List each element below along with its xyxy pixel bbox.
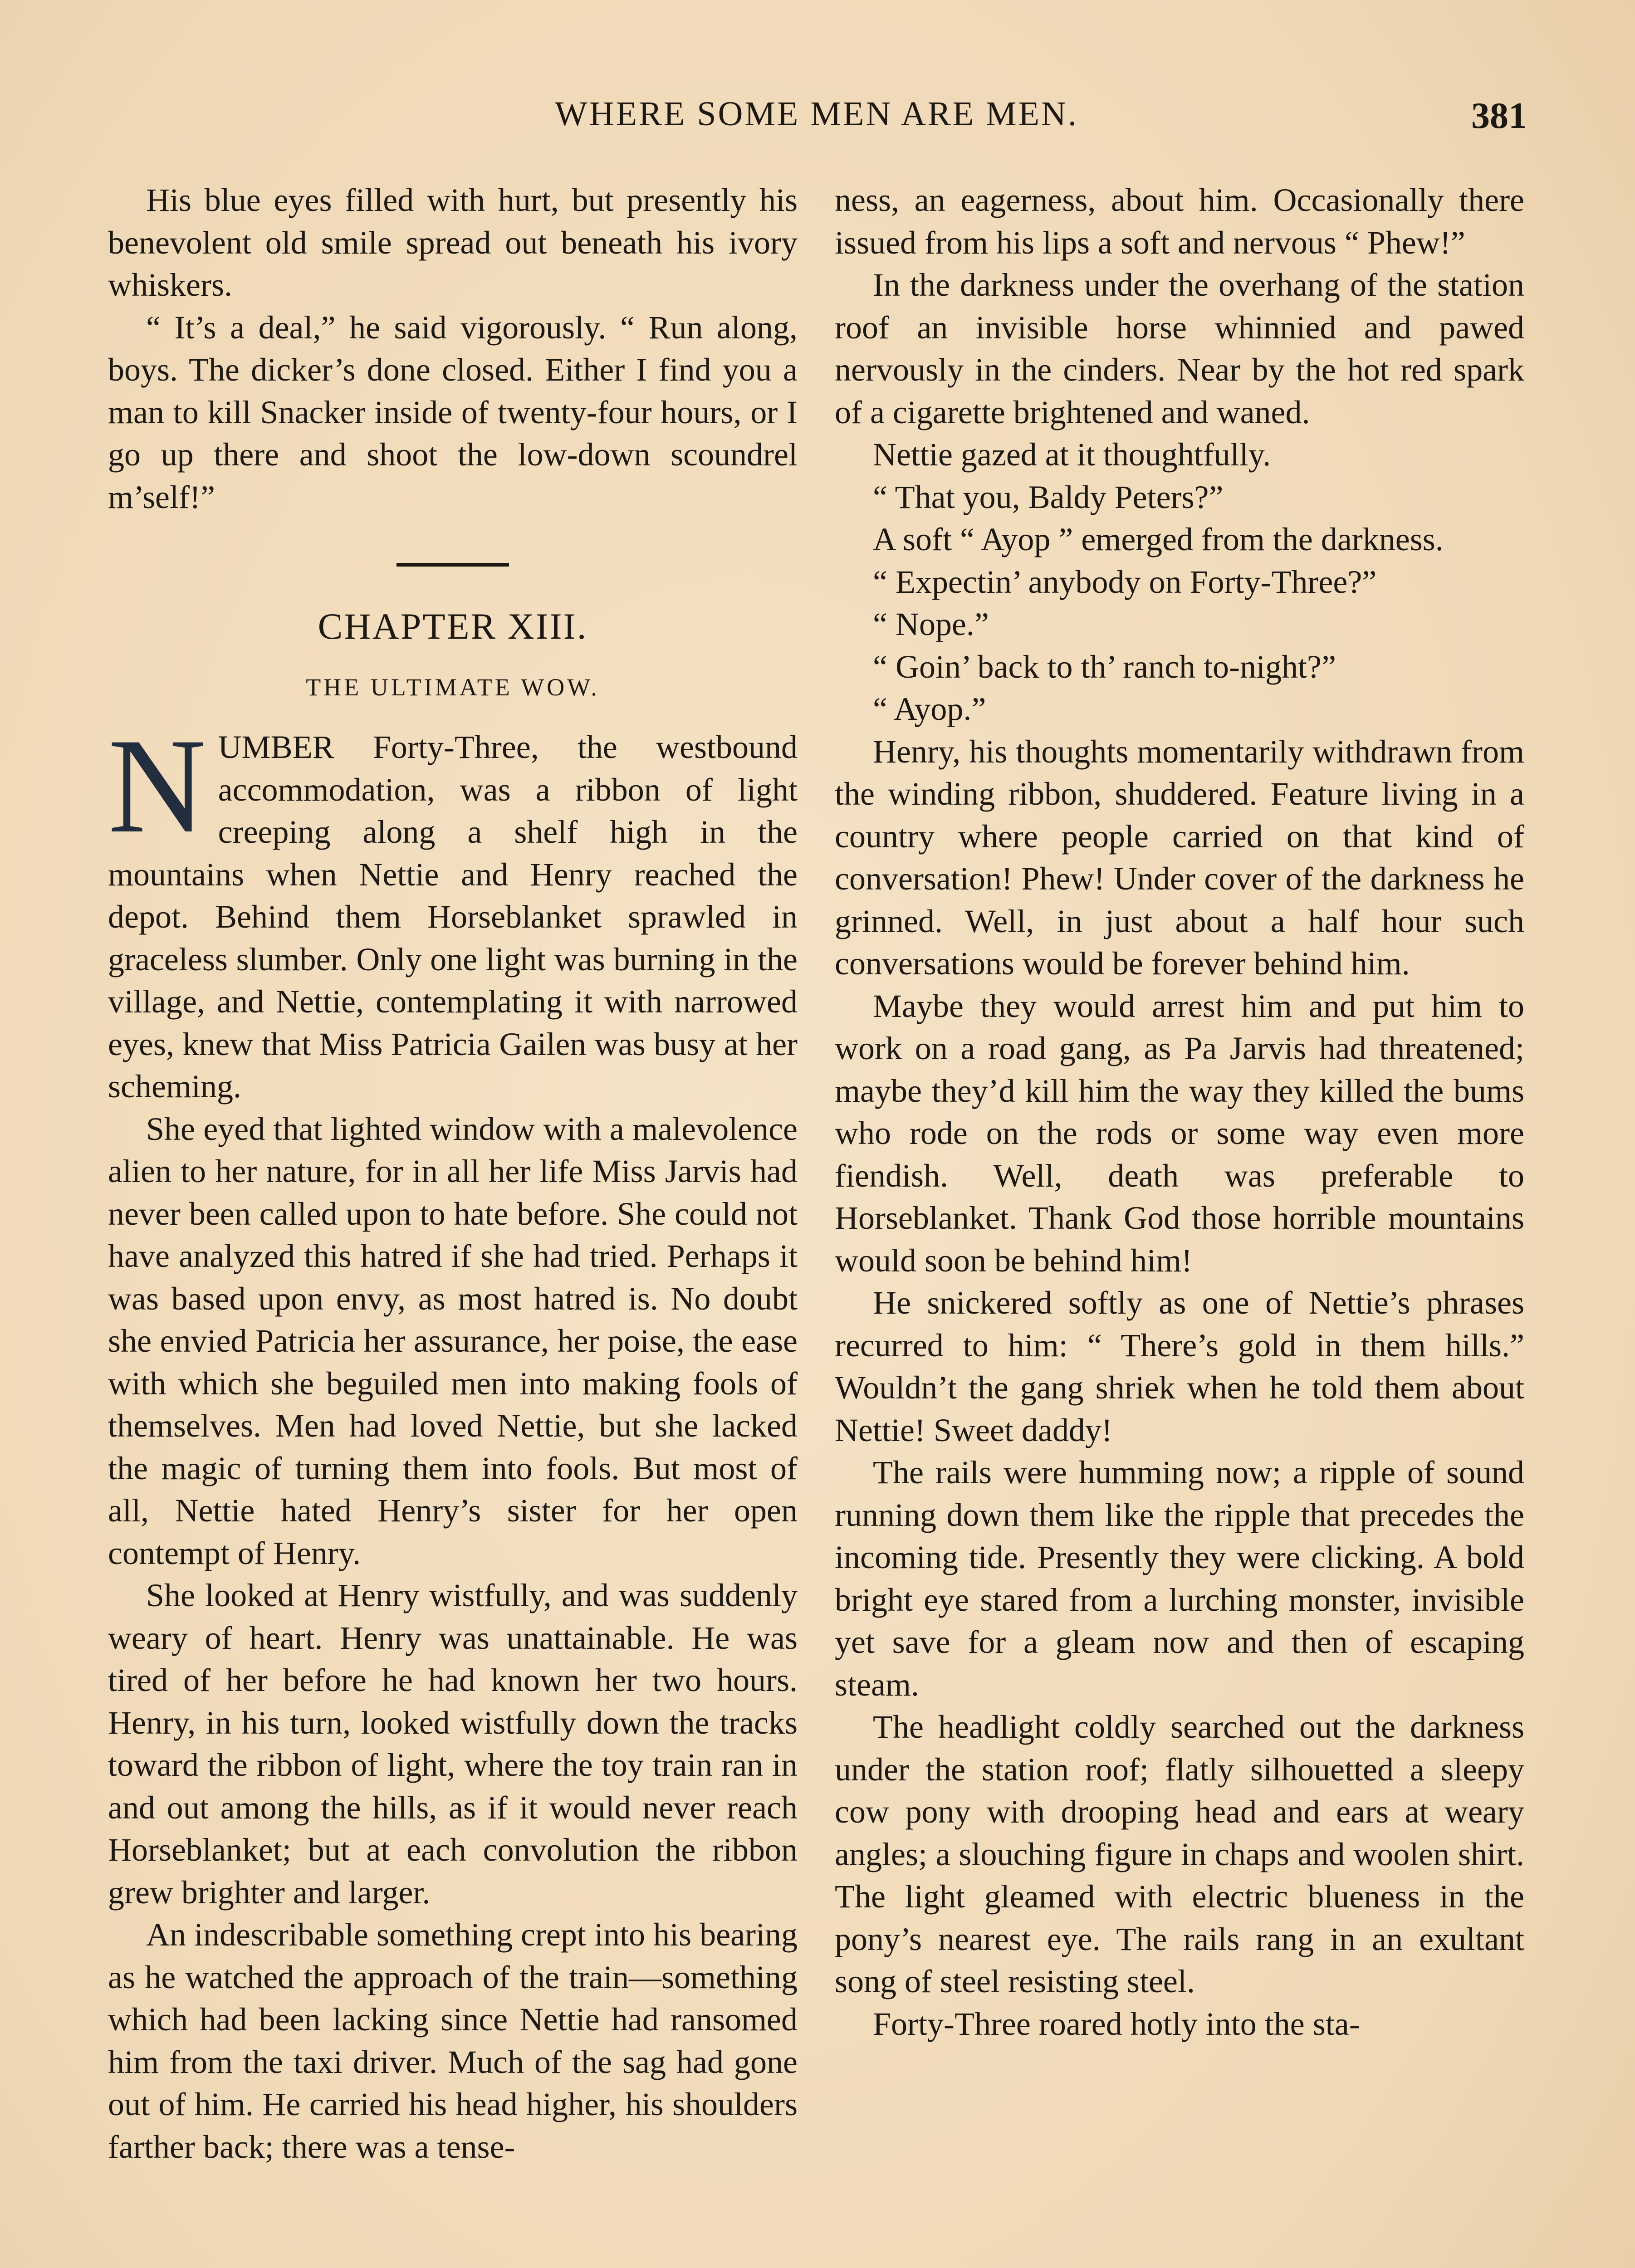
paragraph-continuation: ness, an eagerness, about him. Occasionally there issued from his lips a soft and nervous “ Phew!” (835, 182, 1524, 261)
running-header: WHERE SOME MEN ARE MEN. (555, 95, 1078, 133)
paragraph: Nettie gazed at it thoughtfully. (873, 436, 1271, 473)
paragraph: Maybe they would arrest him and put him to work on a road gang, as Pa Jarvis had threatened; maybe they’d kill him the way they killed the bums who rode on the rods or some way even more fiendish. Well, death was preferable to Horseblanket. Thank God those horrible mountains would soon be behind him! (835, 987, 1524, 1279)
right-column (835, 179, 1524, 2045)
paragraph: She looked at Henry wistfully, and was suddenly weary of heart. Henry was unattainable. He was tired of her before he had known her two hours. Henry, in his turn, looked wistfully down the tracks toward the ribbon of light, where the toy train ran in and out among the hills, as if it would never reach Horseblanket; but at each convolution the ribbon grew brighter and larger. (108, 1577, 798, 1911)
left-column (108, 179, 798, 2168)
paragraph: She eyed that lighted window with a malevolence alien to her nature, for in all her life Miss Jarvis had never been called upon to hate before. She could not have analyzed this hatred if she had tried. Perhaps it was based upon envy, as most hatred is. No doubt she envied Patricia her assurance, her poise, the ease with which she beguiled men into making fools of themselves. Men had loved Nettie, but she lacked the magic of turning them into fools. But most of all, Nettie hated Henry’s sister for her open contempt of Henry. (108, 1110, 798, 1571)
page-number: 381 (1471, 95, 1527, 136)
first-paragraph-text: UMBER Forty-Three, the westbound accommodation, was a ribbon of light creeping along a shelf high in the mountains when Nettie and Henry reached the depot. Behind them Horseblanket sprawled in graceless slumber. Only one light was burning in the village, and Nettie, contemplating it with narrowed eyes, knew that Miss Patricia Gailen was busy at her scheming. (108, 729, 798, 1105)
dialogue-line: “ Goin’ back to th’ ranch to-night?” (873, 648, 1336, 685)
chapter-subtitle: THE ULTIMATE WOW. (306, 674, 600, 701)
paragraph: The headlight coldly searched out the darkness under the station roof; flatly silhouetted a sleepy cow pony with drooping head and ears at weary angles; a slouching figure in chaps and woolen shirt. The light gleamed with electric blueness in the pony’s nearest eye. The rails rang in an exultant song of steel resisting steel. (835, 1709, 1524, 1999)
paragraph: He snickered softly as one of Nettie’s phrases recurred to him: “ There’s gold in them hills.” Wouldn’t the gang shriek when he told them about Nettie! Sweet daddy! (835, 1285, 1524, 1448)
chapter-first-paragraph (108, 710, 798, 1108)
dialogue-line: “ That you, Baldy Peters?” (873, 479, 1224, 515)
paragraph: Forty-Three roared hotly into the sta- (873, 2005, 1360, 2042)
drop-cap: N (108, 710, 206, 861)
paragraph: Henry, his thoughts momentarily withdrawn from the winding ribbon, shuddered. Feature living in a country where people carried on that kind of conversation! Phew! Under cover of the darkness he grinned. Well, in just about a half hour such conversations would be forever behind him. (835, 733, 1524, 982)
dialogue-line: “ Expectin’ anybody on Forty-Three?” (873, 563, 1377, 600)
paragraph: The rails were humming now; a ripple of sound running down them like the ripple that precedes the incoming tide. Presently they were clicking. A bold bright eye stared from a lurching monster, invisible yet save for a gleam now and then of escaping steam. (835, 1454, 1524, 1703)
dialogue-line: “ Ayop.” (873, 691, 986, 727)
paragraph: An indescribable something crept into his bearing as he watched the approach of the train—something which had been lacking since Nettie had ransomed him from the taxi driver. Much of the sag had gone out of him. He carried his head higher, his shoulders farther back; there was a tense- (108, 1916, 798, 2165)
paragraph: In the darkness under the overhang of the station roof an invisible horse whinnied and pawed nervously in the cinders. Near by the hot red spark of a cigarette brightened and waned. (835, 267, 1524, 430)
section-divider (397, 563, 509, 567)
dialogue-line: A soft “ Ayop ” emerged from the darkness. (873, 521, 1444, 557)
paragraph: “ It’s a deal,” he said vigorously. “ Run along, boys. The dicker’s done closed. Either I find you a man to kill Snacker inside of twenty-four hours, or I go up there and shoot the low-down scoundrel m’self!” (108, 309, 798, 515)
chapter-title: CHAPTER XIII. (318, 606, 588, 647)
paragraph: His blue eyes filled with hurt, but presently his benevolent old smile spread out beneath his ivory whiskers. (108, 182, 798, 303)
dialogue-line: “ Nope.” (873, 606, 989, 642)
